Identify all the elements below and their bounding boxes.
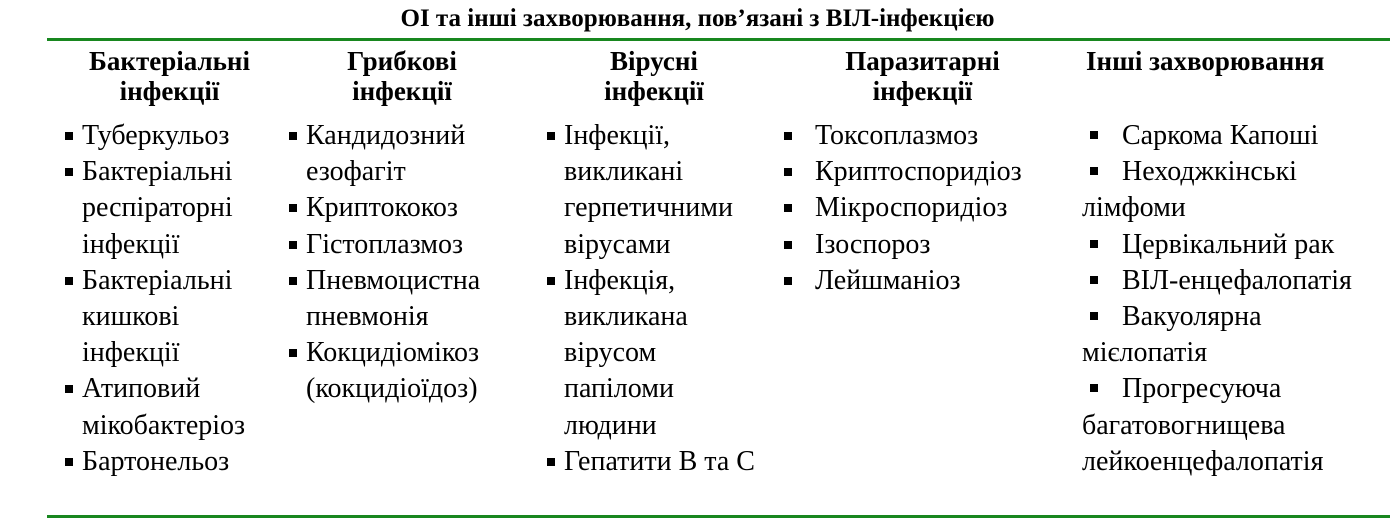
- square-bullet-icon: [289, 132, 297, 140]
- list-item: Атиповий мікобактеріоз: [62, 371, 277, 443]
- square-bullet-icon: [1090, 240, 1098, 248]
- list-item: Цервікальний рак: [1082, 227, 1382, 263]
- list-item: Прогресуюча багатовогнищева лейкоенцефалопатія: [1082, 373, 1324, 477]
- square-bullet-icon: [784, 277, 792, 285]
- list-item: Ізоспороз: [780, 227, 1065, 263]
- list-item: Бартонельоз: [62, 444, 277, 480]
- list-item: Кокцидіомікоз (кокцидіоїдоз): [286, 335, 518, 407]
- column-heading-other: Інші захворювання: [1086, 46, 1325, 76]
- list-item: Пневмоцистна пневмонія: [286, 263, 518, 335]
- bottom-divider: [47, 515, 1390, 518]
- column-heading-fungal: Грибкові інфекції: [347, 46, 457, 106]
- column-bacterial: [62, 46, 277, 477]
- square-bullet-icon: [1090, 276, 1098, 284]
- list-item: Гепатити В та С: [544, 444, 764, 480]
- square-bullet-icon: [1090, 384, 1098, 392]
- list-viral: [544, 118, 764, 480]
- square-bullet-icon: [65, 168, 73, 176]
- page-title: ОІ та інші захворювання, пов’язані з ВІЛ-інфекцією: [400, 5, 995, 32]
- list-item: Мікроспоридіоз: [780, 190, 1065, 226]
- square-bullet-icon: [1090, 312, 1098, 320]
- list-item: Вакуолярна мієлопатія: [1082, 301, 1262, 369]
- list-item: Лейшманіоз: [780, 263, 1065, 299]
- column-heading-viral: Вірусні інфекції: [604, 46, 704, 106]
- square-bullet-icon: [289, 241, 297, 249]
- column-heading-bacterial: Бактеріальні інфекції: [89, 46, 250, 106]
- list-item: Кандидозний езофагіт: [286, 118, 518, 190]
- list-item: Токсоплазмоз: [780, 118, 1065, 154]
- square-bullet-icon: [65, 277, 73, 285]
- square-bullet-icon: [784, 132, 792, 140]
- list-item: Криптоспоридіоз: [780, 154, 1065, 190]
- list-item: Криптококоз: [286, 190, 518, 226]
- column-heading-parasitic: Паразитарні інфекції: [845, 46, 1000, 106]
- top-divider: [47, 38, 1390, 41]
- column-viral: [544, 46, 764, 477]
- square-bullet-icon: [784, 241, 792, 249]
- square-bullet-icon: [784, 168, 792, 176]
- column-other: [1082, 46, 1382, 477]
- square-bullet-icon: [547, 458, 555, 466]
- list-item: Неходжкінські лімфоми: [1082, 156, 1297, 224]
- list-item: Туберкульоз: [62, 118, 277, 154]
- square-bullet-icon: [65, 385, 73, 393]
- square-bullet-icon: [1090, 131, 1098, 139]
- list-bacterial: [62, 118, 277, 480]
- square-bullet-icon: [65, 132, 73, 140]
- list-item: Інфекції, викликані герпетичними вірусами: [544, 118, 764, 263]
- square-bullet-icon: [784, 204, 792, 212]
- list-item: Гістоплазмоз: [286, 227, 518, 263]
- square-bullet-icon: [289, 277, 297, 285]
- column-fungal: [286, 46, 518, 405]
- square-bullet-icon: [547, 277, 555, 285]
- square-bullet-icon: [289, 349, 297, 357]
- list-item: Інфекція, викликана вірусом папіломи людини: [544, 263, 764, 444]
- list-other: [1082, 118, 1382, 480]
- square-bullet-icon: [65, 458, 73, 466]
- square-bullet-icon: [1090, 167, 1098, 175]
- square-bullet-icon: [547, 132, 555, 140]
- column-parasitic: [780, 46, 1065, 296]
- list-item: ВІЛ-енцефалопатія: [1082, 263, 1382, 299]
- list-parasitic: [780, 118, 1065, 299]
- list-fungal: [286, 118, 518, 408]
- list-item: Бактеріальні респіраторні інфекції: [62, 154, 277, 263]
- list-item: Саркома Капоші: [1082, 118, 1382, 154]
- square-bullet-icon: [289, 204, 297, 212]
- list-item: Бактеріальні кишкові інфекції: [62, 263, 277, 372]
